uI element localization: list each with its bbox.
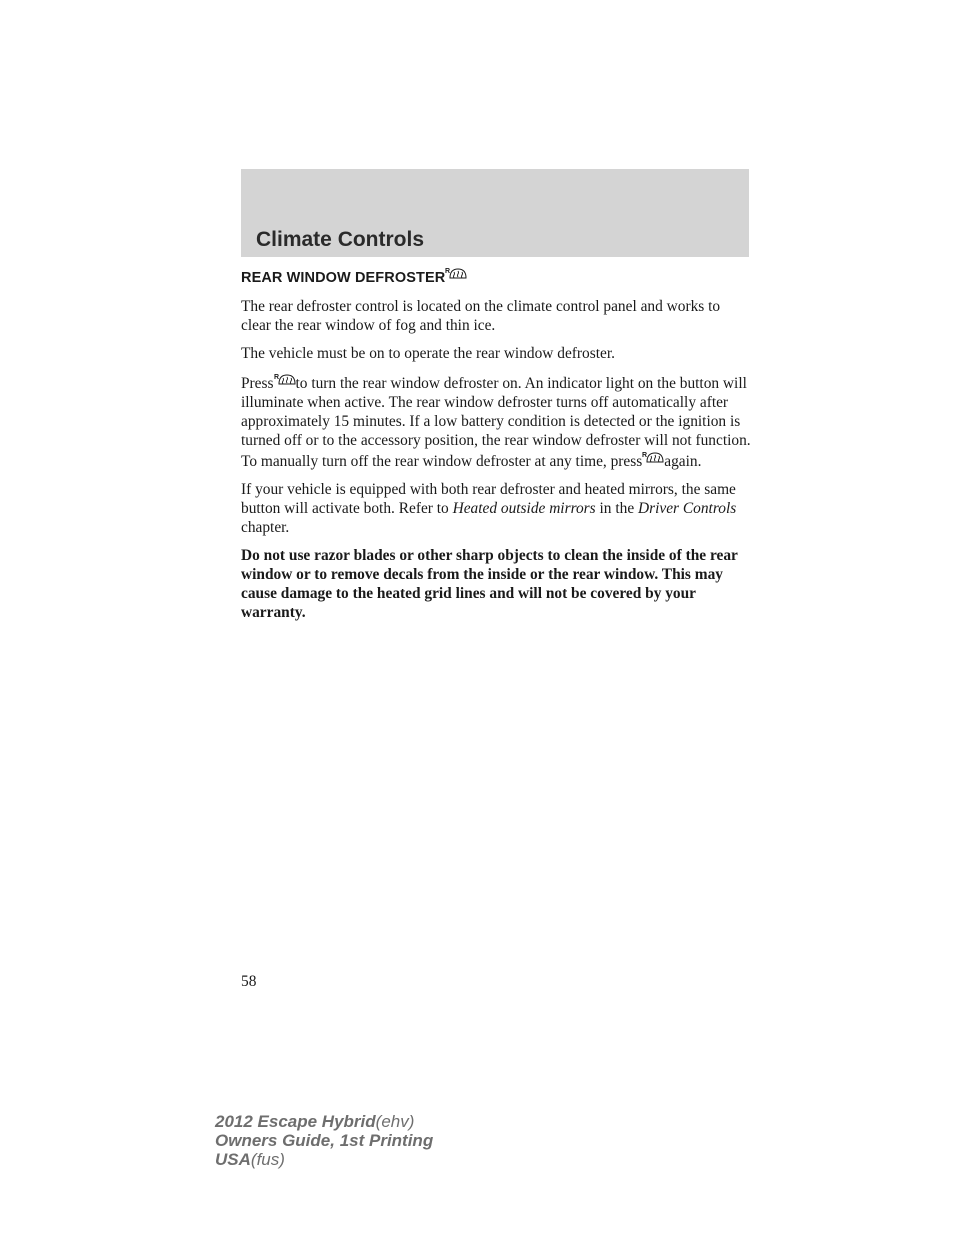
footer-line-3	[215, 1150, 433, 1169]
paragraph-operation	[241, 372, 753, 471]
paragraph-location: The rear defroster control is located on the climate control panel and works to clear the rear window of fog and thin ice.	[241, 298, 721, 334]
section-heading	[241, 266, 753, 288]
heated-mirrors-reference: Heated outside mirrors	[452, 500, 596, 517]
footer-line-2: Owners Guide, 1st Printing	[215, 1131, 434, 1150]
rear-defroster-icon	[642, 450, 664, 464]
mirrors-text: If your vehicle is equipped with both rear defroster and heated mirrors, the same button will activate both. Refer to	[241, 481, 736, 517]
rear-defroster-icon	[274, 372, 296, 386]
page-number: 58	[241, 973, 257, 990]
in-the-text: in the	[599, 500, 635, 517]
document-footer	[215, 1112, 433, 1169]
page-content	[241, 266, 753, 631]
section-heading-text: REAR WINDOW DEFROSTER	[241, 270, 446, 286]
footer-line-1	[215, 1112, 433, 1131]
footer-model-code: (ehv)	[375, 1112, 415, 1131]
svg-text:R: R	[642, 452, 648, 459]
paragraph-mirrors	[241, 480, 753, 537]
driver-controls-reference: Driver Controls	[638, 500, 737, 517]
operation-text: to turn the rear window defroster on. An indicator light on the button will illuminate when active. The rear window defroster turns off automatically after approximately 15 minutes. If a low battery condition is detected or the ignition is turned off or to the accessory position, the rear window defroster will not function. To manually turn off the rear window defroster at any time, press	[241, 375, 751, 470]
chapter-text: chapter.	[241, 519, 290, 536]
footer-market: USA	[215, 1150, 251, 1169]
svg-text:R: R	[445, 268, 451, 275]
again-text: again.	[664, 453, 702, 470]
chapter-title: Climate Controls	[256, 228, 425, 251]
footer-model: 2012 Escape Hybrid	[215, 1112, 376, 1131]
paragraph-vehicle-on: The vehicle must be on to operate the rear window defroster.	[241, 345, 615, 362]
press-text: Press	[241, 375, 274, 392]
footer-market-code: (fus)	[250, 1150, 285, 1169]
warning-paragraph: Do not use razor blades or other sharp objects to clean the inside of the rear window or to remove decals from the inside or the rear window. This may cause damage to the heated grid lines and will not be covered by your warranty.	[241, 547, 738, 621]
rear-defroster-icon	[445, 266, 467, 280]
svg-text:R: R	[273, 374, 279, 381]
